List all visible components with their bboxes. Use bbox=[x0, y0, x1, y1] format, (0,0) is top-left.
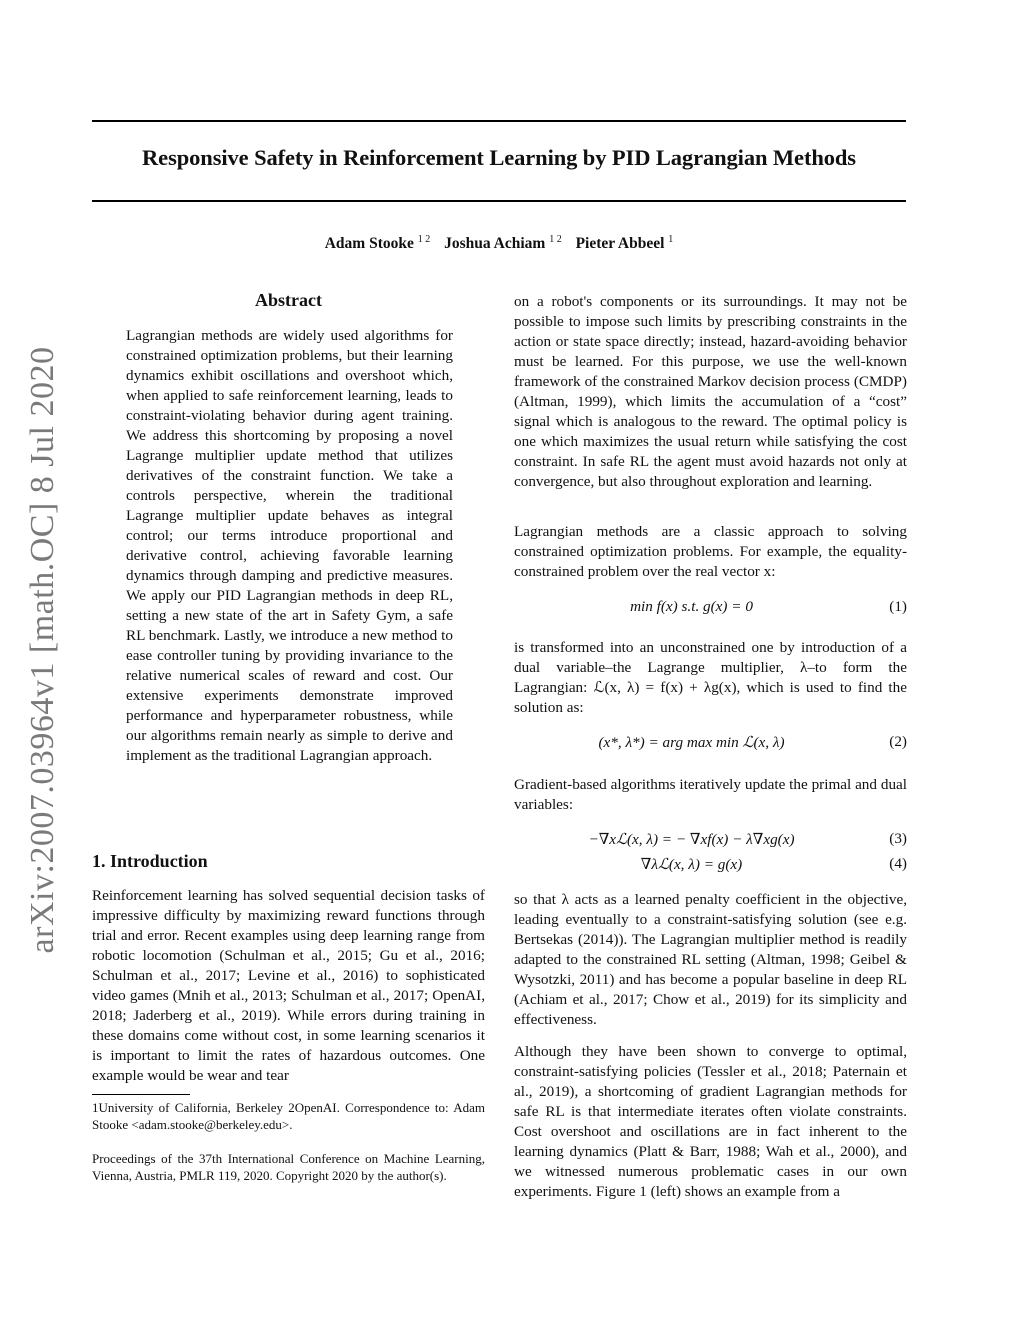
equation-3 bbox=[514, 830, 907, 852]
paper-title: Responsive Safety in Reinforcement Learning by PID Lagrangian Methods bbox=[142, 145, 856, 170]
equation-number: (4) bbox=[889, 855, 907, 872]
equation-number: (1) bbox=[889, 598, 907, 615]
author: Pieter Abbeel $^1$ bbox=[575, 234, 674, 252]
equation-2 bbox=[514, 733, 907, 755]
footnote-divider bbox=[92, 1094, 190, 1095]
equation-number: (2) bbox=[889, 733, 907, 750]
title-rule-top bbox=[92, 120, 906, 122]
right-column-paragraph: Gradient-based algorithms iteratively update the primal and dual variables: bbox=[514, 776, 907, 813]
affiliation-footnote: 1University of California, Berkeley 2OpenAI. Correspondence to: Adam Stooke <adam.stooke@berkeley.edu>. bbox=[92, 1100, 485, 1132]
abstract-heading: Abstract bbox=[255, 290, 322, 310]
title-rule-bottom bbox=[92, 200, 906, 202]
introduction-paragraph: Reinforcement learning has solved sequential decision tasks of impressive difficulty by maximizing reward functions through trial and error. Recent examples using deep learning range from robotic locomotion (Schulman et al., 2015; Gu et al., 2016; Schulman et al., 2017; Levine et al., 2016) to sophisticated video games (Mnih et al., 2013; Schulman et al., 2017; OpenAI, 2018; Jaderberg et al., 2019). While errors during training in these domains come without cost, in some learning scenarios it is important to limit the rates of hazardous outcomes. One example would be wear and tear bbox=[92, 887, 485, 1084]
proceedings-footnote: Proceedings of the 37th International Conference on Machine Learning, Vienna, Austria, PMLR 119, 2020. Copyright 2020 by the author(s). bbox=[92, 1151, 485, 1183]
equation-number: (3) bbox=[889, 830, 907, 847]
abstract-body: Lagrangian methods are widely used algorithms for constrained optimization problems, but their learning dynamics exhibit oscillations and overshoot which, when applied to safe reinforcement learning, leads to constraint-violating behavior during agent training. We address this shortcoming by proposing a novel Lagrange multiplier update method that utilizes derivatives of the constraint function. We take a controls perspective, wherein the traditional Lagrange multiplier update behaves as integral control; our terms introduce proportional and derivative control, achieving favorable learning dynamics through damping and predictive measures. We apply our PID Lagrangian methods in deep RL, setting a new state of the art in Safety Gym, a safe RL benchmark. Lastly, we introduce a new method to ease controller tuning by providing invariance to the relative numerical scales of reward and cost. Our extensive experiments demonstrate improved performance and hyperparameter robustness, while our algorithms remain nearly as simple to derive and implement as the traditional Lagrangian approach. bbox=[126, 327, 453, 764]
equation-1 bbox=[514, 598, 907, 620]
right-column-paragraph: on a robot's components or its surroundings. It may not be possible to impose such limits by prescribing constraints in the action or state space directly; instead, hazard-avoiding behavior must be learned. For this purpose, we use the well-known framework of the constrained Markov decision process (CMDP) (Altman, 1999), which limits the accumulation of a “cost” signal which is analogous to the reward. The optimal policy is one which maximizes the usual return while satisfying the cost constraint. In safe RL the agent must avoid hazards not only at convergence, but also throughout exploration and learning. bbox=[514, 293, 907, 490]
equation-expression: min f(x) s.t. g(x) = 0 bbox=[630, 598, 753, 615]
author-list bbox=[92, 234, 906, 253]
equation-expression: −∇xℒ(x, λ) = − ∇xf(x) − λ∇xg(x) bbox=[588, 831, 795, 848]
section-heading-introduction: 1. Introduction bbox=[92, 851, 208, 871]
equation-expression: ∇λℒ(x, λ) = g(x) bbox=[640, 856, 743, 873]
right-column-paragraph: so that λ acts as a learned penalty coefficient in the objective, leading eventually to a constraint-satisfying solution (see e.g. Bertsekas (2014)). The Lagrangian multiplier method is readily adapted to the constrained RL setting (Altman, 1998; Geibel & Wysotzki, 2011) and has become a popular baseline in deep RL (Achiam et al., 2017; Chow et al., 2019) for its simplicity and effectiveness. bbox=[514, 891, 907, 1028]
right-column-paragraph: is transformed into an unconstrained one by introduction of a dual variable–the Lagrange multiplier, λ–to form the Lagrangian: ℒ(x, λ) = f(x) + λg(x), which is used to find the solution as: bbox=[514, 639, 907, 716]
arxiv-identifier: arXiv:2007.03964v1 [math.OC] 8 Jul 2020 bbox=[24, 346, 61, 954]
right-column-paragraph: Although they have been shown to converge to optimal, constraint-satisfying policies (Tessler et al., 2018; Paternain et al., 2019), a shortcoming of gradient Lagrangian methods for safe RL is that intermediate iterates often violate constraints. Cost overshoot and oscillations are in fact inherent to the learning dynamics (Platt & Barr, 1988; Wah et al., 2000), and we witnessed numerous problematic cases in our own experiments. Figure 1 (left) shows an example from a bbox=[514, 1043, 907, 1200]
equation-4 bbox=[514, 855, 907, 877]
author: Adam Stooke $^{1 2}$ bbox=[324, 234, 431, 252]
equation-expression: (x*, λ*) = arg max min ℒ(x, λ) bbox=[598, 734, 785, 751]
right-column-paragraph: Lagrangian methods are a classic approach to solving constrained optimization problems. For example, the equality-constrained problem over the real vector x: bbox=[514, 523, 907, 580]
author: Joshua Achiam $^{1 2}$ bbox=[444, 234, 562, 252]
